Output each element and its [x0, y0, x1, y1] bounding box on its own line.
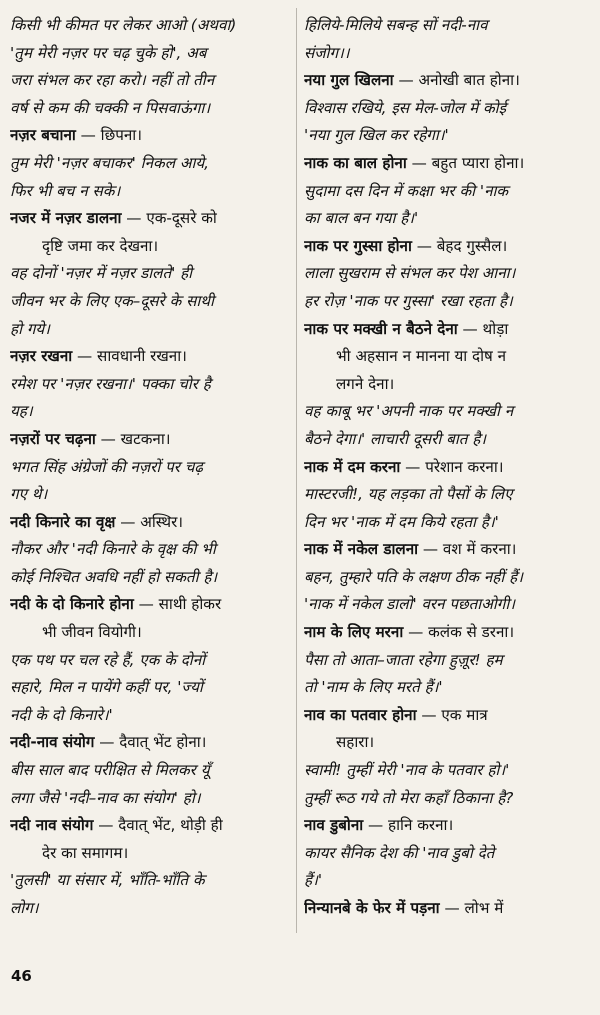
example-line: दिन भर 'नाक में दम किये रहता है।' [304, 512, 499, 531]
example-line: यह। [10, 402, 33, 421]
example-line: 'तुलसी' या संसार में, भाँति-भाँति के [10, 871, 205, 890]
idiom-meaning: — अस्थिर। [115, 512, 184, 531]
example-line: कोई निश्चित अवधि नहीं हो सकती है। [10, 567, 218, 586]
idiom-meaning: — लोभ में [439, 899, 504, 917]
example-line: स्वामी! तुम्हीं मेरी 'नाव के पतवार हो।' [304, 761, 510, 780]
idiom-meaning: — एक मात्र [416, 705, 488, 724]
idiom-term: नज़र रखना [10, 347, 73, 366]
example-line: हैं।' [304, 871, 322, 890]
example-line: बहन, तुम्हारे पति के लक्षण ठीक नहीं हैं। [304, 567, 523, 586]
idiom-term: निन्यानबे के फेर में पड़ना [304, 899, 440, 917]
idiom-meaning: — दैवात् भेंट, थोड़ी ही [93, 816, 223, 835]
example-line: तो 'नाम के लिए मरते हैं।' [304, 678, 443, 697]
idiom-entry [10, 509, 292, 537]
example-line: संजोग।। [304, 43, 350, 62]
idiom-entry [304, 233, 586, 261]
example-line: नौकर और 'नदी किनारे के वृक्ष की भी [10, 540, 216, 559]
idiom-term: नाक पर गुस्सा होना [304, 236, 412, 255]
example-line: भगत सिंह अंग्रेजों की नज़रों पर चढ़ [10, 457, 203, 476]
example-line: तुम मेरी 'नज़र बचाकर' निकल आये, [10, 153, 209, 172]
example-line: बैठने देगा।' लाचारी दूसरी बात है। [304, 429, 487, 448]
example-line: वह दोनों 'नज़र में नज़र डालते' ही [10, 264, 193, 283]
idiom-entry [304, 316, 586, 344]
example-line: लोग। [10, 899, 39, 917]
idiom-entry [304, 895, 586, 923]
meaning-continuation: लगने देना। [336, 374, 395, 393]
example-line: फिर भी बच न सके। [10, 181, 121, 200]
example-line: वर्ष से कम की चक्की न पिसवाऊंगा। [10, 98, 211, 117]
example-line: मास्टरजी!, यह लड़का तो पैसों के लिए [304, 485, 513, 504]
idiom-meaning: — हानि करना। [363, 816, 454, 835]
example-line: सुदामा दस दिन में कक्षा भर की 'नाक [304, 181, 509, 200]
idiom-entry [10, 205, 292, 233]
example-line: विश्वास रखिये, इस मेल-जोल में कोई [304, 98, 507, 117]
idiom-term: नाम के लिए मरना [304, 623, 404, 642]
idiom-meaning: — अनोखी बात होना। [393, 71, 520, 90]
idiom-meaning: — बेहद गुस्सैल। [411, 236, 508, 255]
example-line: 'नाक में नकेल डालो' वरन पछताओगी। [304, 595, 516, 614]
idiom-term: नया गुल खिलना [304, 71, 394, 90]
idiom-entry [304, 150, 586, 178]
example-line: बीस साल बाद परीक्षित से मिलकर यूँ [10, 761, 210, 780]
idiom-entry [304, 812, 586, 840]
right-column [304, 12, 586, 923]
idiom-entry [10, 591, 292, 619]
idiom-term: नदी-नाव संयोग [10, 733, 95, 752]
idiom-term: नदी किनारे का वृक्ष [10, 512, 116, 531]
example-line: हो गये। [10, 319, 50, 338]
idiom-entry [10, 426, 292, 454]
page-number: 46 [11, 967, 32, 985]
example-line: हिलिये-मिलिये सबन्ह सों नदी-नाव [304, 16, 488, 34]
idiom-term: नदी नाव संयोग [10, 816, 94, 835]
idiom-entry [304, 619, 586, 647]
idiom-term: नाव डुबोना [304, 816, 364, 835]
meaning-continuation: देर का समागम। [42, 843, 129, 862]
meaning-continuation: दृष्टि जमा कर देखना। [42, 236, 159, 255]
example-line: तुम्हीं रूठ गये तो मेरा कहाँ ठिकाना है? [304, 788, 514, 807]
example-line: जरा संभल कर रहा करो। नहीं तो तीन [10, 71, 215, 90]
idiom-meaning: — दैवात् भेंट होना। [94, 733, 207, 752]
idiom-meaning: — बहुत प्यारा होना। [406, 153, 525, 172]
example-line: लगा जैसे 'नदी–नाव का संयोग' हो। [10, 788, 201, 807]
idiom-entry [304, 536, 586, 564]
example-line: रमेश पर 'नज़र रखना।' पक्का चोर है [10, 374, 211, 393]
example-line: 'तुम मेरी नज़र पर चढ़ चुके हो', अब [10, 43, 207, 62]
idiom-meaning: — खटकना। [95, 429, 171, 448]
example-line: गए थे। [10, 485, 48, 504]
left-column [10, 12, 292, 923]
idiom-entry [10, 343, 292, 371]
idiom-term: नाक पर मक्खी न बैठने देना [304, 319, 458, 338]
idiom-term: नज़रों पर चढ़ना [10, 429, 96, 448]
idiom-meaning: — थोड़ा [457, 319, 509, 338]
column-divider [296, 8, 297, 933]
idiom-meaning: — एक-दूसरे को [121, 209, 217, 228]
example-line: कायर सैनिक देश की 'नाव डुबो देते [304, 843, 495, 862]
idiom-entry [10, 812, 292, 840]
idiom-meaning: — परेशान करना। [400, 457, 504, 476]
example-line: का बाल बन गया है।' [304, 209, 419, 228]
idiom-entry [10, 729, 292, 757]
idiom-term: नज़र बचाना [10, 126, 76, 145]
idiom-term: नाक में नकेल डालना [304, 540, 419, 559]
idiom-term: नजर में नज़र डालना [10, 209, 122, 228]
example-line: वह काबू भर 'अपनी नाक पर मक्खी न [304, 402, 514, 421]
example-line: जीवन भर के लिए एक–दूसरे के साथी [10, 291, 214, 310]
idiom-meaning: — कलंक से डरना। [403, 623, 515, 642]
idiom-term: नदी के दो किनारे होना [10, 595, 134, 614]
meaning-continuation: सहारा। [336, 733, 375, 752]
example-line: सहारे, मिल न पायेंगे कहीं पर, 'ज्यों [10, 678, 203, 697]
example-line: नदी के दो किनारे।' [10, 705, 113, 724]
example-line: हर रोज़ 'नाक पर गुस्सा' रखा रहता है। [304, 291, 513, 310]
idiom-term: नाव का पतवार होना [304, 705, 417, 724]
idiom-entry [304, 67, 586, 95]
example-line: पैसा तो आता–जाता रहेगा हुज़ूर! हम [304, 650, 503, 669]
idiom-term: नाक में दम करना [304, 457, 401, 476]
idiom-meaning: — साथी होकर [133, 595, 222, 614]
idiom-entry [304, 702, 586, 730]
example-line: 'नया गुल खिल कर रहेगा।' [304, 126, 449, 145]
idiom-term: नाक का बाल होना [304, 153, 407, 172]
idiom-entry [304, 454, 586, 482]
example-line: एक पथ पर चल रहे हैं, एक के दोनों [10, 650, 206, 669]
meaning-continuation: भी जीवन वियोगी। [42, 623, 142, 642]
idiom-entry [10, 122, 292, 150]
example-line: किसी भी कीमत पर लेकर आओ (अथवा) [10, 16, 237, 34]
idiom-meaning: — वश में करना। [418, 540, 517, 559]
idiom-meaning: — छिपना। [75, 126, 142, 145]
idiom-meaning: — सावधानी रखना। [72, 347, 187, 366]
meaning-continuation: भी अहसान न मानना या दोष न [336, 347, 507, 366]
example-line: लाला सुखराम से संभल कर पेश आना। [304, 264, 516, 283]
